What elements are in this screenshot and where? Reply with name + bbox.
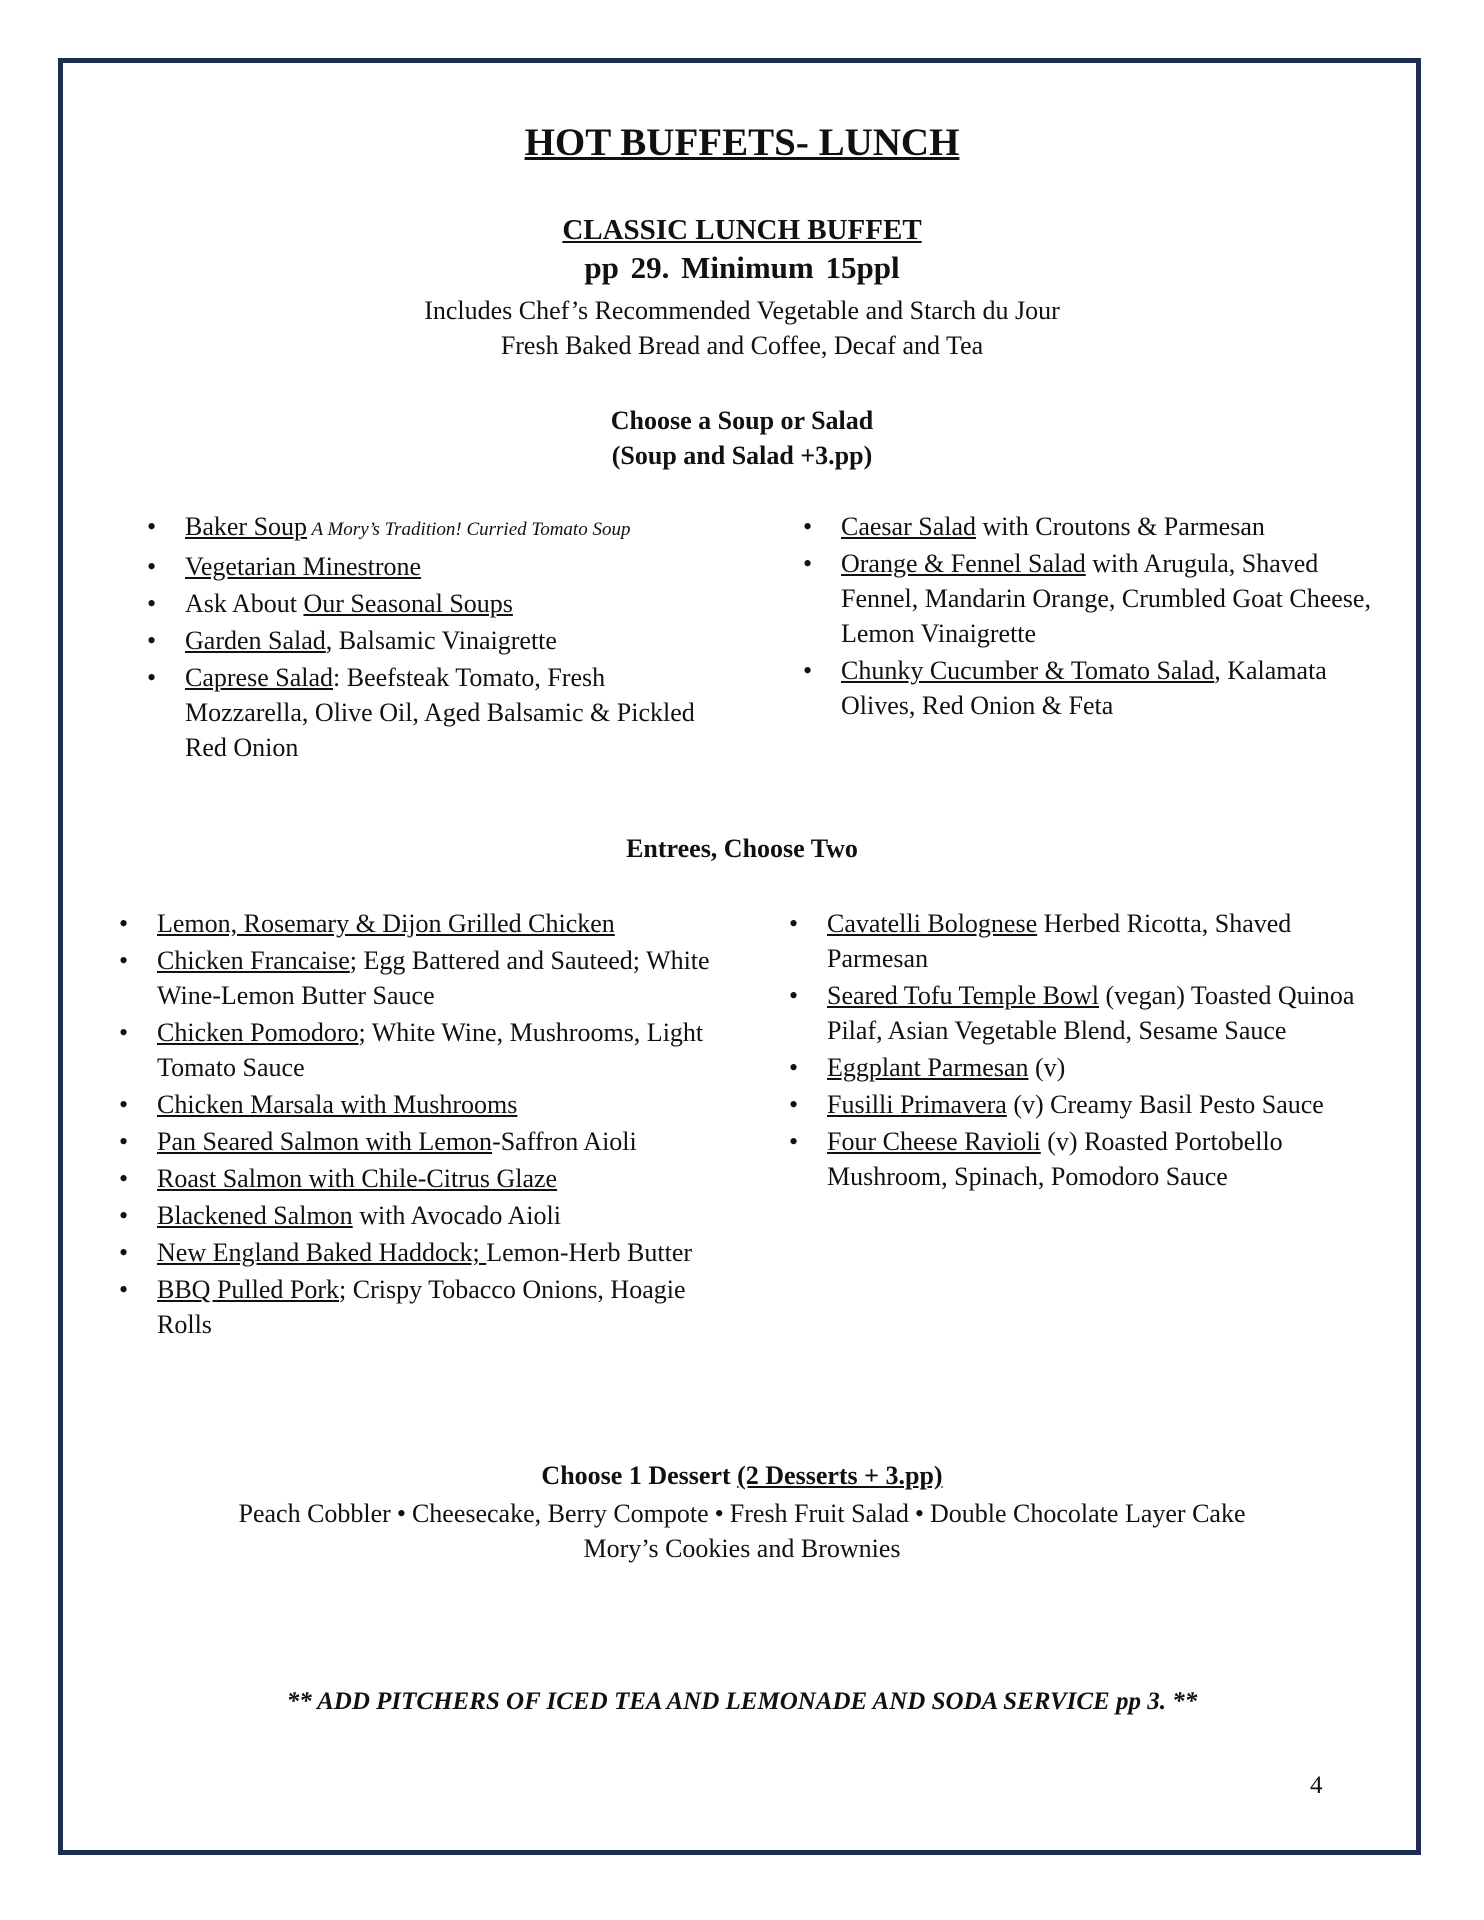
menu-item bbox=[185, 623, 705, 658]
menu-item bbox=[841, 653, 1381, 723]
menu-item bbox=[157, 1087, 717, 1122]
menu-item-name: Orange & Fennel Salad bbox=[841, 549, 1086, 578]
menu-item bbox=[841, 509, 1381, 544]
menu-item-desc: ; Crispy Tobacco Onions, Hoagie Rolls bbox=[157, 1275, 686, 1339]
bullet-separator: • bbox=[396, 1499, 406, 1528]
menu-item bbox=[185, 509, 705, 547]
menu-item-name: Chicken Francaise bbox=[157, 946, 350, 975]
menu-item-desc: Herbed Ricotta, Shaved Parmesan bbox=[827, 909, 1292, 973]
menu-item-desc: (v) Roasted Portobello Mushroom, Spinach, Pomodoro Sauce bbox=[827, 1127, 1283, 1191]
soup-salad-heading bbox=[0, 403, 1484, 473]
menu-item-prefix: Ask About bbox=[185, 589, 304, 618]
menu-item-name: Garden Salad bbox=[185, 626, 326, 655]
menu-item bbox=[827, 1050, 1387, 1085]
menu-item-desc: (v) bbox=[1028, 1053, 1066, 1082]
menu-item-name: Chicken Pomodoro bbox=[157, 1018, 359, 1047]
soup-salad-subtitle: (Soup and Salad +3.pp) bbox=[611, 441, 873, 470]
add-on-note: ** ADD PITCHERS OF ICED TEA AND LEMONADE AND SODA SERVICE pp 3. ** bbox=[286, 1688, 1198, 1715]
menu-item-name: Fusilli Primavera bbox=[827, 1090, 1007, 1119]
menu-item-name: Cavatelli Bolognese bbox=[827, 909, 1038, 938]
entrees-heading: Entrees, Choose Two bbox=[626, 834, 858, 863]
menu-item-name: Chunky Cucumber & Tomato Salad bbox=[841, 656, 1215, 685]
buffet-price: pp 29. Minimum 15ppl bbox=[584, 250, 900, 285]
soup-list bbox=[185, 509, 705, 767]
menu-item-note: A Mory’s Tradition! Curried Tomato Soup bbox=[307, 519, 631, 540]
menu-item bbox=[185, 660, 705, 765]
menu-item bbox=[827, 1087, 1387, 1122]
menu-item bbox=[827, 906, 1387, 976]
dessert-heading bbox=[0, 1461, 1484, 1491]
buffet-name: CLASSIC LUNCH BUFFET bbox=[562, 214, 922, 246]
entree-list-left bbox=[157, 906, 717, 1344]
menu-item-name: Pan Seared Salmon with Lemon bbox=[157, 1127, 493, 1156]
menu-item bbox=[827, 1124, 1387, 1194]
dessert-options bbox=[0, 1496, 1484, 1566]
menu-item-desc: ; White Wine, Mushrooms, Light Tomato Sauce bbox=[157, 1018, 704, 1082]
menu-item-desc: (v) Creamy Basil Pesto Sauce bbox=[1006, 1090, 1324, 1119]
menu-item bbox=[157, 1272, 717, 1342]
menu-item-name: Four Cheese Ravioli bbox=[827, 1127, 1041, 1156]
menu-item-name: New England Baked Haddock; bbox=[157, 1238, 487, 1267]
entree-list-right bbox=[827, 906, 1387, 1196]
menu-item bbox=[157, 1015, 717, 1085]
salad-list bbox=[841, 509, 1381, 725]
dessert-heading-text: Choose 1 Dessert bbox=[541, 1461, 738, 1490]
menu-item bbox=[157, 1235, 717, 1270]
menu-item bbox=[185, 586, 705, 621]
dessert-item: Peach Cobbler bbox=[238, 1499, 391, 1528]
menu-item-name: Chicken Marsala with Mushrooms bbox=[157, 1090, 518, 1119]
menu-item-desc: with Arugula, Shaved Fennel, Mandarin Orange, Crumbled Goat Cheese, Lemon Vinaigrette bbox=[841, 549, 1371, 648]
menu-item-name: Roast Salmon with Chile-Citrus Glaze bbox=[157, 1164, 558, 1193]
bullet-separator: • bbox=[914, 1499, 924, 1528]
menu-item-name: Eggplant Parmesan bbox=[827, 1053, 1029, 1082]
dessert-item: Double Chocolate Layer Cake bbox=[930, 1499, 1246, 1528]
menu-item-desc: ; Egg Battered and Sauteed; White Wine-Lemon Butter Sauce bbox=[157, 946, 710, 1010]
menu-item bbox=[827, 978, 1387, 1048]
page-title: HOT BUFFETS- LUNCH bbox=[524, 121, 960, 164]
menu-item-desc: Lemon-Herb Butter bbox=[486, 1238, 693, 1267]
menu-item-desc: : Beefsteak Tomato, Fresh Mozzarella, Olive Oil, Aged Balsamic & Pickled Red Onion bbox=[185, 663, 695, 762]
includes-line-2: Fresh Baked Bread and Coffee, Decaf and Tea bbox=[500, 331, 984, 360]
dessert-items bbox=[0, 1496, 1484, 1531]
bullet-separator: • bbox=[714, 1499, 724, 1528]
menu-item-name: Baker Soup bbox=[185, 512, 308, 541]
dessert-item: Fresh Fruit Salad bbox=[729, 1499, 909, 1528]
menu-item bbox=[157, 906, 717, 941]
dessert-last-line: Mory’s Cookies and Brownies bbox=[583, 1534, 901, 1563]
menu-item-name: Seared Tofu Temple Bowl bbox=[827, 981, 1099, 1010]
menu-item bbox=[185, 549, 705, 584]
menu-item-name: Caesar Salad bbox=[841, 512, 977, 541]
menu-item-name: Blackened Salmon bbox=[157, 1201, 353, 1230]
page-number: 4 bbox=[1310, 1772, 1323, 1799]
includes-line-1: Includes Chef’s Recommended Vegetable and Starch du Jour bbox=[424, 296, 1060, 325]
menu-item bbox=[157, 1161, 717, 1196]
menu-item-desc: , Balsamic Vinaigrette bbox=[325, 626, 557, 655]
menu-item-name: Lemon, Rosemary & Dijon Grilled Chicken bbox=[157, 909, 615, 938]
menu-item-desc: , Kalamata Olives, Red Onion & Feta bbox=[841, 656, 1327, 720]
menu-item-name: BBQ Pulled Pork bbox=[157, 1275, 340, 1304]
soup-salad-title: Choose a Soup or Salad bbox=[610, 406, 874, 435]
dessert-item: Cheesecake, Berry Compote bbox=[411, 1499, 709, 1528]
menu-item-name: Our Seasonal Soups bbox=[303, 589, 513, 618]
dessert-heading-extra: (2 Desserts + 3.pp) bbox=[737, 1461, 943, 1490]
menu-item bbox=[841, 546, 1381, 651]
buffet-includes bbox=[0, 293, 1484, 363]
menu-item-desc: -Saffron Aioli bbox=[492, 1127, 637, 1156]
menu-item bbox=[157, 943, 717, 1013]
menu-item-desc: with Croutons & Parmesan bbox=[976, 512, 1265, 541]
menu-item-name: Vegetarian Minestrone bbox=[185, 552, 422, 581]
menu-item-name: Caprese Salad bbox=[185, 663, 334, 692]
menu-item-desc: with Avocado Aioli bbox=[352, 1201, 561, 1230]
menu-item bbox=[157, 1124, 717, 1159]
menu-item-desc: (vegan) Toasted Quinoa Pilaf, Asian Vegetable Blend, Sesame Sauce bbox=[827, 981, 1355, 1045]
menu-item bbox=[157, 1198, 717, 1233]
